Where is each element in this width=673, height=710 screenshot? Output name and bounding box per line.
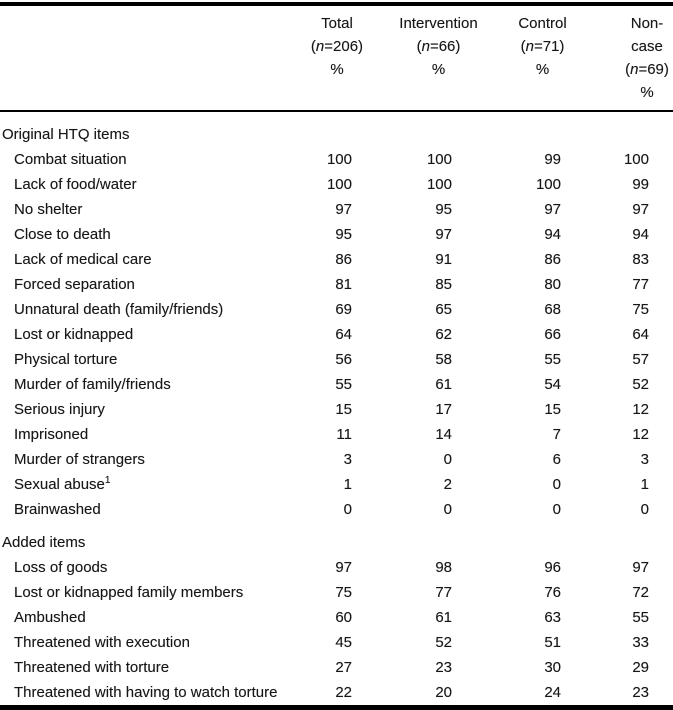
table-row (0, 555, 673, 580)
value-intervention: 17 (435, 401, 452, 418)
value-noncase: 94 (632, 226, 649, 243)
table-row (0, 580, 673, 605)
item-label (0, 472, 287, 497)
value-noncase: 0 (640, 501, 649, 518)
item-label-text: Lost or kidnapped family members (14, 584, 244, 601)
value-control: 76 (544, 584, 561, 601)
footnote-marker: 1 (104, 475, 111, 486)
section-heading: Added items (2, 534, 86, 551)
value-total: 56 (335, 351, 352, 368)
value-intervention: 14 (435, 426, 452, 443)
value-total: 75 (335, 584, 352, 601)
item-label-text: Lost or kidnapped (14, 326, 134, 343)
item-label (0, 247, 287, 272)
value-control: 30 (544, 659, 561, 676)
value-noncase: 100 (623, 151, 649, 168)
value-control: 68 (544, 301, 561, 318)
value-intervention: 52 (435, 634, 452, 651)
value-total: 11 (336, 426, 352, 443)
section-heading-row (0, 522, 673, 555)
value-total: 69 (335, 301, 352, 318)
section-heading: Original HTQ items (2, 126, 130, 143)
value-control: 96 (544, 559, 561, 576)
group-column-header (387, 4, 490, 111)
item-label-text: Ambushed (14, 609, 86, 626)
value-noncase: 12 (632, 426, 649, 443)
value-noncase: 83 (632, 251, 649, 268)
item-label (0, 580, 287, 605)
table-row (0, 322, 673, 347)
value-total: 3 (343, 451, 352, 468)
value-intervention: 20 (435, 684, 452, 701)
value-intervention: 0 (443, 501, 452, 518)
table-row (0, 272, 673, 297)
table-row (0, 247, 673, 272)
value-noncase: 55 (632, 609, 649, 626)
value-intervention: 0 (443, 451, 452, 468)
item-label (0, 630, 287, 655)
table-header (0, 4, 673, 111)
value-noncase: 77 (632, 276, 649, 293)
item-label (0, 497, 287, 522)
n-rest: =66) (429, 38, 461, 55)
table-row (0, 422, 673, 447)
value-noncase: 97 (632, 201, 649, 218)
value-noncase: 12 (632, 401, 649, 418)
table-row (0, 472, 673, 497)
table-row (0, 605, 673, 630)
value-control: 15 (544, 401, 561, 418)
value-total: 97 (335, 201, 352, 218)
table-row (0, 397, 673, 422)
value-noncase: 97 (632, 559, 649, 576)
value-total: 45 (335, 634, 352, 651)
n-open: ( (416, 38, 422, 55)
column-sample-size (490, 35, 595, 58)
item-label (0, 372, 287, 397)
value-total: 97 (335, 559, 352, 576)
item-label-text: Threatened with execution (14, 634, 190, 651)
value-total: 55 (335, 376, 352, 393)
value-total: 100 (326, 176, 352, 193)
table-body (0, 111, 673, 708)
value-control: 80 (544, 276, 561, 293)
item-label-text: Loss of goods (14, 559, 108, 576)
item-label-text: Combat situation (14, 151, 127, 168)
value-total: 100 (326, 151, 352, 168)
value-control: 86 (544, 251, 561, 268)
section-heading-row (0, 111, 673, 147)
value-total: 64 (335, 326, 352, 343)
table-row (0, 680, 673, 708)
value-control: 6 (552, 451, 561, 468)
item-label-text: Lack of medical care (14, 251, 152, 268)
n-symbol: n (525, 38, 534, 55)
n-symbol: n (421, 38, 430, 55)
table-row (0, 372, 673, 397)
value-noncase: 3 (640, 451, 649, 468)
column-sample-size (387, 35, 490, 58)
item-label (0, 147, 287, 172)
item-label-text: Imprisoned (14, 426, 89, 443)
item-label (0, 272, 287, 297)
value-noncase: 57 (632, 351, 649, 368)
value-control: 94 (544, 226, 561, 243)
value-intervention: 100 (426, 176, 452, 193)
item-label (0, 197, 287, 222)
value-total: 95 (335, 226, 352, 243)
item-label-text: Serious injury (14, 401, 105, 418)
value-intervention: 100 (426, 151, 452, 168)
column-unit: % (431, 61, 446, 78)
n-open: ( (310, 38, 316, 55)
column-unit: % (640, 84, 654, 101)
value-total: 60 (335, 609, 352, 626)
column-unit: % (330, 61, 344, 78)
value-noncase: 99 (632, 176, 649, 193)
n-open: ( (520, 38, 526, 55)
value-intervention: 77 (435, 584, 452, 601)
column-title: Total (321, 15, 353, 32)
table-row (0, 655, 673, 680)
table-row (0, 222, 673, 247)
value-control: 100 (535, 176, 561, 193)
item-label-text: Forced separation (14, 276, 135, 293)
value-control: 99 (544, 151, 561, 168)
value-intervention: 85 (435, 276, 452, 293)
item-label (0, 222, 287, 247)
item-label (0, 447, 287, 472)
item-label-text: Lack of food/water (14, 176, 137, 193)
value-control: 54 (544, 376, 561, 393)
item-label (0, 680, 287, 708)
value-intervention: 23 (435, 659, 452, 676)
value-noncase: 52 (632, 376, 649, 393)
item-label-text: Unnatural death (family/friends) (14, 301, 224, 318)
item-label-text: Brainwashed (14, 501, 101, 518)
table-row (0, 497, 673, 522)
value-total: 15 (335, 401, 352, 418)
value-control: 55 (544, 351, 561, 368)
item-label-text: Threatened with torture (14, 659, 170, 676)
item-label-text: Murder of strangers (14, 451, 145, 468)
value-intervention: 65 (435, 301, 452, 318)
column-title: Non-case (630, 15, 664, 55)
column-unit: % (535, 61, 550, 78)
value-intervention: 98 (435, 559, 452, 576)
value-control: 0 (552, 501, 561, 518)
value-intervention: 61 (435, 376, 452, 393)
item-column-header-empty (0, 4, 287, 111)
group-column-header (595, 4, 673, 111)
table-row (0, 297, 673, 322)
value-total: 1 (343, 476, 352, 493)
n-rest: =71) (533, 38, 565, 55)
table-row (0, 347, 673, 372)
value-noncase: 75 (632, 301, 649, 318)
value-control: 97 (544, 201, 561, 218)
n-rest: =69) (638, 61, 669, 78)
value-noncase: 23 (632, 684, 649, 701)
value-intervention: 97 (435, 226, 452, 243)
column-sample-size (287, 35, 387, 58)
table-row (0, 147, 673, 172)
htq-trauma-events-table (0, 2, 673, 710)
value-control: 7 (552, 426, 561, 443)
item-label (0, 422, 287, 447)
item-label-text: Sexual abuse (14, 476, 105, 493)
value-noncase: 1 (640, 476, 649, 493)
value-total: 27 (335, 659, 352, 676)
value-total: 0 (343, 501, 352, 518)
item-label-text: Threatened with having to watch torture (14, 684, 278, 701)
table-row (0, 630, 673, 655)
value-intervention: 62 (435, 326, 452, 343)
item-label (0, 297, 287, 322)
value-total: 86 (335, 251, 352, 268)
value-intervention: 95 (435, 201, 452, 218)
column-sample-size (621, 58, 673, 81)
value-noncase: 64 (632, 326, 649, 343)
item-label (0, 655, 287, 680)
n-rest: =206) (324, 38, 364, 55)
item-label-text: Murder of family/friends (14, 376, 171, 393)
value-noncase: 33 (632, 634, 649, 651)
item-label-text: Physical torture (14, 351, 118, 368)
group-column-header (490, 4, 595, 111)
item-label (0, 322, 287, 347)
value-total: 81 (335, 276, 352, 293)
value-control: 66 (544, 326, 561, 343)
n-symbol: n (630, 61, 639, 78)
value-control: 0 (552, 476, 561, 493)
value-total: 22 (335, 684, 352, 701)
n-symbol: n (315, 38, 325, 55)
item-label (0, 172, 287, 197)
item-label (0, 397, 287, 422)
item-label-text: Close to death (14, 226, 111, 243)
value-control: 63 (544, 609, 561, 626)
group-column-header (287, 4, 387, 111)
column-title: Control (518, 15, 567, 32)
value-intervention: 58 (435, 351, 452, 368)
header-row (0, 4, 673, 111)
value-intervention: 61 (435, 609, 452, 626)
item-label-text: No shelter (14, 201, 83, 218)
item-label (0, 605, 287, 630)
table-row (0, 197, 673, 222)
value-control: 51 (544, 634, 561, 651)
item-label (0, 555, 287, 580)
value-intervention: 2 (443, 476, 452, 493)
n-open: ( (625, 61, 631, 78)
value-control: 24 (544, 684, 561, 701)
value-noncase: 72 (632, 584, 649, 601)
table-row (0, 172, 673, 197)
item-label (0, 347, 287, 372)
value-intervention: 91 (435, 251, 452, 268)
table-row (0, 447, 673, 472)
column-title: Intervention (399, 15, 478, 32)
value-noncase: 29 (632, 659, 649, 676)
